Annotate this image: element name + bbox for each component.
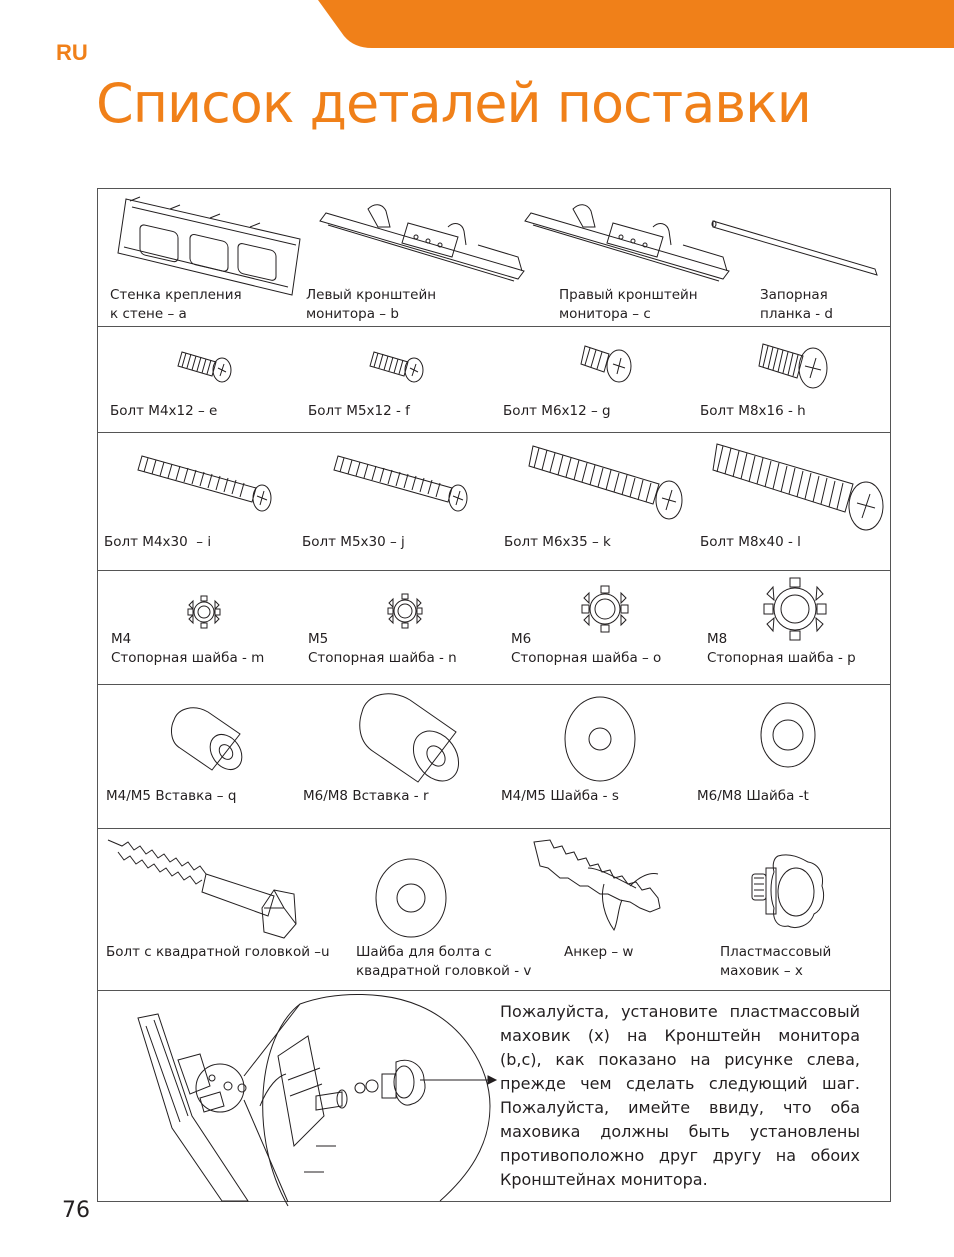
bolt-icon [178, 346, 238, 384]
part-cell [298, 326, 493, 432]
note-line: маховика должны быть установлены [500, 1122, 860, 1141]
note-line: прежде чем сделать следующий шаг. [500, 1074, 860, 1093]
bolt-icon [370, 346, 430, 384]
part-cell [98, 828, 348, 990]
illustration-cell [98, 990, 498, 1201]
part-cell [493, 326, 693, 432]
bolt-icon [713, 440, 893, 532]
part-caption: Болт M6x35 – k [504, 534, 611, 550]
part-cell [298, 684, 498, 828]
note-line: Кронштейнах монитора. [500, 1170, 708, 1189]
part-caption: Стенка крепления к стене – a [110, 287, 242, 322]
parts-row [98, 189, 890, 327]
parts-row [98, 570, 890, 685]
bolt-icon [334, 452, 474, 518]
anchor-icon [530, 838, 690, 938]
part-cell [298, 432, 493, 570]
parts-row [98, 828, 890, 991]
bolt-icon [581, 340, 637, 386]
part-cell [698, 570, 890, 684]
part-caption: Болт M8x16 - h [700, 403, 806, 419]
part-caption: Болт с квадратной головкой –u [106, 944, 330, 960]
part-cell [98, 570, 298, 684]
note-line: Пожалуйста, установите пластмассовый [500, 1002, 860, 1021]
note-line: противоположно друг другу на обоих [500, 1146, 860, 1165]
part-caption: Правый кронштейн монитора – c [559, 287, 698, 322]
knob-installation-diagram-icon [128, 996, 498, 1201]
lock-washer-icon [580, 584, 630, 634]
part-cell [98, 326, 298, 432]
note-line: Пожалуйста, имейте ввиду, что оба [500, 1098, 860, 1117]
parts-row [98, 990, 890, 1201]
right-bracket-icon [523, 201, 733, 291]
parts-row [98, 684, 890, 829]
part-caption: Болт M6x12 – g [503, 403, 611, 419]
part-caption: Запорная планка - d [760, 287, 834, 322]
washer-icon [564, 696, 636, 782]
parts-table [97, 188, 891, 1202]
part-cell [498, 684, 698, 828]
part-cell [498, 570, 698, 684]
part-caption: Болт M5x30 – j [302, 534, 405, 550]
header-bar [0, 0, 954, 48]
part-cell [298, 189, 553, 326]
lock-washer-icon [386, 592, 424, 630]
part-caption: M5 Стопорная шайба - n [308, 631, 457, 666]
left-bracket-icon [318, 201, 528, 291]
bolt-icon [759, 338, 831, 392]
part-cell [493, 432, 693, 570]
part-cell [753, 189, 890, 326]
part-caption: Болт M4x30 – i [104, 534, 212, 550]
washer-icon [375, 858, 447, 938]
part-caption: Болт M5x12 - f [308, 403, 410, 419]
part-caption: Пластмассовый маховик – x [720, 944, 832, 979]
part-caption: M4/M5 Шайба - s [501, 788, 619, 804]
parts-row [98, 432, 890, 571]
part-caption: Анкер – w [564, 944, 634, 960]
part-caption: M4/M5 Вставка – q [106, 788, 237, 804]
part-caption: Болт M8x40 - l [700, 534, 801, 550]
part-cell [98, 684, 298, 828]
note-line: (b,c), как показано на рисунке слева, [500, 1050, 860, 1069]
installation-note [500, 1000, 860, 1192]
part-caption: M6/M8 Вставка - r [303, 788, 429, 804]
spacer-icon [168, 704, 248, 776]
part-caption: Шайба для болта с квадратной головкой - v [356, 944, 532, 979]
part-cell [708, 828, 890, 990]
part-caption: Болт M4x12 – e [110, 403, 218, 419]
note-line: маховик (x) на Кронштейн монитора [500, 1026, 860, 1045]
part-caption: M4 Стопорная шайба - m [111, 631, 265, 666]
part-caption: M6/M8 Шайба -t [697, 788, 809, 804]
part-cell [693, 432, 890, 570]
part-cell [348, 828, 548, 990]
part-cell [98, 432, 298, 570]
knob-icon [748, 852, 828, 932]
part-cell [548, 828, 708, 990]
part-cell [98, 189, 298, 326]
part-cell [693, 326, 890, 432]
part-cell [298, 570, 498, 684]
language-label: RU [56, 40, 88, 65]
lock-washer-icon [186, 594, 222, 630]
washer-icon [760, 702, 816, 768]
part-caption: Левый кронштейн монитора – b [306, 287, 437, 322]
part-caption: M8 Стопорная шайба - p [707, 631, 856, 666]
page-title: Список деталей поставки [96, 72, 811, 135]
lag-bolt-icon [108, 838, 308, 942]
lock-bar-icon [711, 217, 881, 277]
wall-plate-icon [110, 195, 300, 295]
part-caption: M6 Стопорная шайба – o [511, 631, 662, 666]
bolt-icon [529, 442, 689, 524]
bolt-icon [138, 452, 278, 518]
parts-row [98, 326, 890, 433]
spacer-icon [356, 690, 466, 786]
page-number: 76 [62, 1198, 90, 1223]
part-cell [698, 684, 890, 828]
